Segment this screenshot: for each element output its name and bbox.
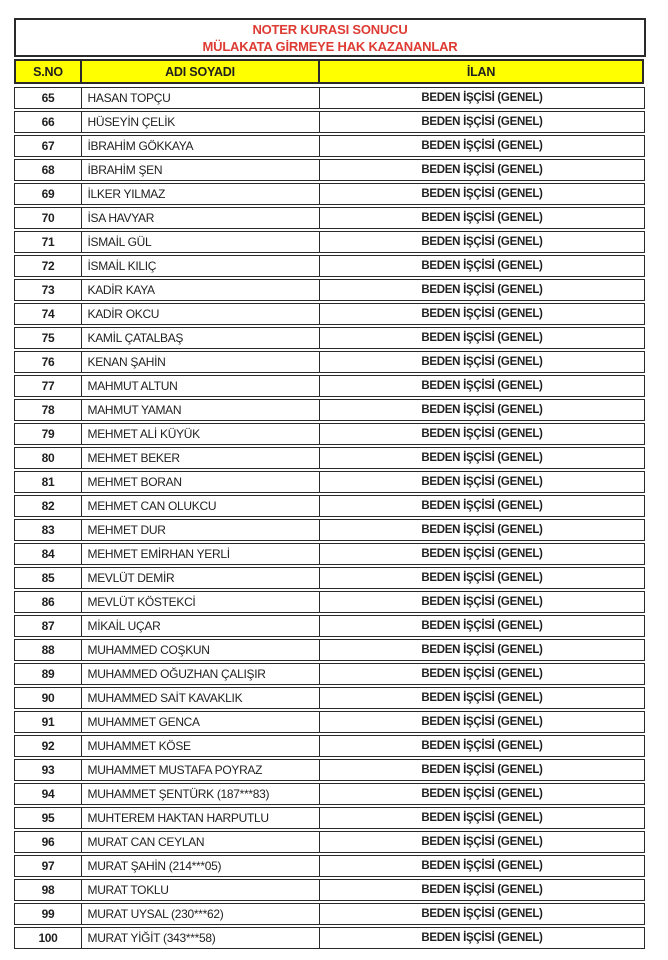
row-ilan-cell: BEDEN İŞÇİSİ (GENEL) bbox=[319, 735, 645, 757]
table-row bbox=[14, 567, 646, 589]
row-number-cell: 66 bbox=[14, 111, 82, 133]
table-row bbox=[14, 879, 646, 901]
table-body bbox=[14, 87, 646, 949]
table-row bbox=[14, 447, 646, 469]
table-row bbox=[14, 687, 646, 709]
row-name-cell: HASAN TOPÇU bbox=[81, 87, 321, 109]
table-row bbox=[14, 399, 646, 421]
table-row bbox=[14, 471, 646, 493]
row-ilan-cell: BEDEN İŞÇİSİ (GENEL) bbox=[319, 711, 645, 733]
row-ilan-cell: BEDEN İŞÇİSİ (GENEL) bbox=[319, 759, 645, 781]
row-name-cell: MAHMUT YAMAN bbox=[81, 399, 321, 421]
row-name-cell: HÜSEYİN ÇELİK bbox=[81, 111, 321, 133]
row-ilan-cell: BEDEN İŞÇİSİ (GENEL) bbox=[319, 543, 645, 565]
row-name-cell: KADİR KAYA bbox=[81, 279, 321, 301]
row-number-cell: 92 bbox=[14, 735, 82, 757]
row-ilan-cell: BEDEN İŞÇİSİ (GENEL) bbox=[319, 303, 645, 325]
table-row bbox=[14, 735, 646, 757]
row-ilan-cell: BEDEN İŞÇİSİ (GENEL) bbox=[319, 87, 645, 109]
table-row bbox=[14, 231, 646, 253]
row-number-cell: 89 bbox=[14, 663, 82, 685]
row-number-cell: 65 bbox=[14, 87, 82, 109]
row-number-cell: 83 bbox=[14, 519, 82, 541]
table-row bbox=[14, 279, 646, 301]
table-row bbox=[14, 903, 646, 925]
row-number-cell: 67 bbox=[14, 135, 82, 157]
table-row bbox=[14, 87, 646, 109]
row-ilan-cell: BEDEN İŞÇİSİ (GENEL) bbox=[319, 591, 645, 613]
row-number-cell: 82 bbox=[14, 495, 82, 517]
table-row bbox=[14, 183, 646, 205]
table-row bbox=[14, 759, 646, 781]
row-ilan-cell: BEDEN İŞÇİSİ (GENEL) bbox=[319, 615, 645, 637]
row-ilan-cell: BEDEN İŞÇİSİ (GENEL) bbox=[319, 495, 645, 517]
row-number-cell: 94 bbox=[14, 783, 82, 805]
document-title-line-2: MÜLAKATA GİRMEYE HAK KAZANANLAR bbox=[202, 38, 458, 54]
row-number-cell: 84 bbox=[14, 543, 82, 565]
row-name-cell: KADİR OKCU bbox=[81, 303, 321, 325]
row-number-cell: 87 bbox=[14, 615, 82, 637]
header-cell-adi-soyadi: ADI SOYADI bbox=[80, 59, 320, 84]
row-number-cell: 69 bbox=[14, 183, 82, 205]
row-name-cell: İSMAİL KILIÇ bbox=[81, 255, 321, 277]
row-number-cell: 90 bbox=[14, 687, 82, 709]
row-number-cell: 80 bbox=[14, 447, 82, 469]
row-name-cell: MURAT CAN CEYLAN bbox=[81, 831, 321, 853]
table-header-row bbox=[14, 59, 646, 84]
row-number-cell: 96 bbox=[14, 831, 82, 853]
row-name-cell: MAHMUT ALTUN bbox=[81, 375, 321, 397]
table-row bbox=[14, 111, 646, 133]
row-ilan-cell: BEDEN İŞÇİSİ (GENEL) bbox=[319, 111, 645, 133]
row-name-cell: MEHMET BEKER bbox=[81, 447, 321, 469]
row-number-cell: 76 bbox=[14, 351, 82, 373]
row-number-cell: 73 bbox=[14, 279, 82, 301]
table-row bbox=[14, 207, 646, 229]
row-ilan-cell: BEDEN İŞÇİSİ (GENEL) bbox=[319, 423, 645, 445]
row-name-cell: MUHAMMET ŞENTÜRK (187***83) bbox=[81, 783, 321, 805]
table-row bbox=[14, 783, 646, 805]
row-name-cell: MURAT ŞAHİN (214***05) bbox=[81, 855, 321, 877]
row-name-cell: MUHAMMET GENCA bbox=[81, 711, 321, 733]
row-name-cell: KAMİL ÇATALBAŞ bbox=[81, 327, 321, 349]
table-row bbox=[14, 159, 646, 181]
row-number-cell: 71 bbox=[14, 231, 82, 253]
table-row bbox=[14, 423, 646, 445]
row-ilan-cell: BEDEN İŞÇİSİ (GENEL) bbox=[319, 519, 645, 541]
row-ilan-cell: BEDEN İŞÇİSİ (GENEL) bbox=[319, 351, 645, 373]
row-number-cell: 70 bbox=[14, 207, 82, 229]
row-ilan-cell: BEDEN İŞÇİSİ (GENEL) bbox=[319, 663, 645, 685]
row-number-cell: 68 bbox=[14, 159, 82, 181]
row-ilan-cell: BEDEN İŞÇİSİ (GENEL) bbox=[319, 447, 645, 469]
row-number-cell: 100 bbox=[14, 927, 82, 949]
row-name-cell: MUHAMMED COŞKUN bbox=[81, 639, 321, 661]
row-number-cell: 77 bbox=[14, 375, 82, 397]
row-ilan-cell: BEDEN İŞÇİSİ (GENEL) bbox=[319, 135, 645, 157]
table-row bbox=[14, 615, 646, 637]
row-ilan-cell: BEDEN İŞÇİSİ (GENEL) bbox=[319, 927, 645, 949]
row-number-cell: 85 bbox=[14, 567, 82, 589]
table-row bbox=[14, 519, 646, 541]
table-row bbox=[14, 831, 646, 853]
row-name-cell: İSA HAVYAR bbox=[81, 207, 321, 229]
row-name-cell: MEHMET EMİRHAN YERLİ bbox=[81, 543, 321, 565]
row-name-cell: İBRAHİM ŞEN bbox=[81, 159, 321, 181]
table-row bbox=[14, 591, 646, 613]
row-ilan-cell: BEDEN İŞÇİSİ (GENEL) bbox=[319, 327, 645, 349]
document-title-line-1: NOTER KURASI SONUCU bbox=[252, 21, 408, 37]
row-number-cell: 86 bbox=[14, 591, 82, 613]
row-ilan-cell: BEDEN İŞÇİSİ (GENEL) bbox=[319, 687, 645, 709]
table-row bbox=[14, 855, 646, 877]
row-ilan-cell: BEDEN İŞÇİSİ (GENEL) bbox=[319, 183, 645, 205]
row-ilan-cell: BEDEN İŞÇİSİ (GENEL) bbox=[319, 807, 645, 829]
table-row bbox=[14, 495, 646, 517]
document-sheet bbox=[14, 18, 646, 951]
row-number-cell: 95 bbox=[14, 807, 82, 829]
row-number-cell: 97 bbox=[14, 855, 82, 877]
row-name-cell: MEHMET DUR bbox=[81, 519, 321, 541]
row-number-cell: 91 bbox=[14, 711, 82, 733]
table-row bbox=[14, 327, 646, 349]
row-number-cell: 93 bbox=[14, 759, 82, 781]
table-row bbox=[14, 927, 646, 949]
row-ilan-cell: BEDEN İŞÇİSİ (GENEL) bbox=[319, 399, 645, 421]
row-number-cell: 88 bbox=[14, 639, 82, 661]
row-ilan-cell: BEDEN İŞÇİSİ (GENEL) bbox=[319, 783, 645, 805]
row-number-cell: 78 bbox=[14, 399, 82, 421]
row-name-cell: MEVLÜT DEMİR bbox=[81, 567, 321, 589]
table-row bbox=[14, 807, 646, 829]
row-number-cell: 75 bbox=[14, 327, 82, 349]
row-ilan-cell: BEDEN İŞÇİSİ (GENEL) bbox=[319, 279, 645, 301]
row-name-cell: İSMAİL GÜL bbox=[81, 231, 321, 253]
row-name-cell: İBRAHİM GÖKKAYA bbox=[81, 135, 321, 157]
table-row bbox=[14, 135, 646, 157]
row-name-cell: MEHMET BORAN bbox=[81, 471, 321, 493]
row-name-cell: MUHTEREM HAKTAN HARPUTLU bbox=[81, 807, 321, 829]
row-ilan-cell: BEDEN İŞÇİSİ (GENEL) bbox=[319, 375, 645, 397]
row-ilan-cell: BEDEN İŞÇİSİ (GENEL) bbox=[319, 255, 645, 277]
row-name-cell: MEHMET CAN OLUKCU bbox=[81, 495, 321, 517]
row-name-cell: MUHAMMET KÖSE bbox=[81, 735, 321, 757]
row-ilan-cell: BEDEN İŞÇİSİ (GENEL) bbox=[319, 639, 645, 661]
row-ilan-cell: BEDEN İŞÇİSİ (GENEL) bbox=[319, 207, 645, 229]
table-row bbox=[14, 255, 646, 277]
row-name-cell: MUHAMMED SAİT KAVAKLIK bbox=[81, 687, 321, 709]
table-row bbox=[14, 375, 646, 397]
row-name-cell: MEHMET ALİ KÜYÜK bbox=[81, 423, 321, 445]
header-cell-ilan: İLAN bbox=[318, 59, 644, 84]
document-title-box bbox=[14, 18, 646, 57]
row-name-cell: MİKAİL UÇAR bbox=[81, 615, 321, 637]
table-row bbox=[14, 303, 646, 325]
row-name-cell: KENAN ŞAHİN bbox=[81, 351, 321, 373]
row-number-cell: 98 bbox=[14, 879, 82, 901]
row-name-cell: MEVLÜT KÖSTEKCİ bbox=[81, 591, 321, 613]
row-ilan-cell: BEDEN İŞÇİSİ (GENEL) bbox=[319, 831, 645, 853]
row-ilan-cell: BEDEN İŞÇİSİ (GENEL) bbox=[319, 567, 645, 589]
row-ilan-cell: BEDEN İŞÇİSİ (GENEL) bbox=[319, 159, 645, 181]
table-row bbox=[14, 663, 646, 685]
row-name-cell: MURAT UYSAL (230***62) bbox=[81, 903, 321, 925]
row-name-cell: MUHAMMET MUSTAFA POYRAZ bbox=[81, 759, 321, 781]
row-number-cell: 74 bbox=[14, 303, 82, 325]
row-number-cell: 81 bbox=[14, 471, 82, 493]
table-row bbox=[14, 543, 646, 565]
row-name-cell: MURAT YİĞİT (343***58) bbox=[81, 927, 321, 949]
row-ilan-cell: BEDEN İŞÇİSİ (GENEL) bbox=[319, 879, 645, 901]
row-number-cell: 99 bbox=[14, 903, 82, 925]
row-ilan-cell: BEDEN İŞÇİSİ (GENEL) bbox=[319, 471, 645, 493]
row-number-cell: 72 bbox=[14, 255, 82, 277]
row-ilan-cell: BEDEN İŞÇİSİ (GENEL) bbox=[319, 903, 645, 925]
row-name-cell: İLKER YILMAZ bbox=[81, 183, 321, 205]
header-cell-sno: S.NO bbox=[14, 59, 82, 84]
row-ilan-cell: BEDEN İŞÇİSİ (GENEL) bbox=[319, 231, 645, 253]
table-row bbox=[14, 639, 646, 661]
row-name-cell: MURAT TOKLU bbox=[81, 879, 321, 901]
row-number-cell: 79 bbox=[14, 423, 82, 445]
table-row bbox=[14, 711, 646, 733]
row-name-cell: MUHAMMED OĞUZHAN ÇALIŞIR bbox=[81, 663, 321, 685]
row-ilan-cell: BEDEN İŞÇİSİ (GENEL) bbox=[319, 855, 645, 877]
table-row bbox=[14, 351, 646, 373]
